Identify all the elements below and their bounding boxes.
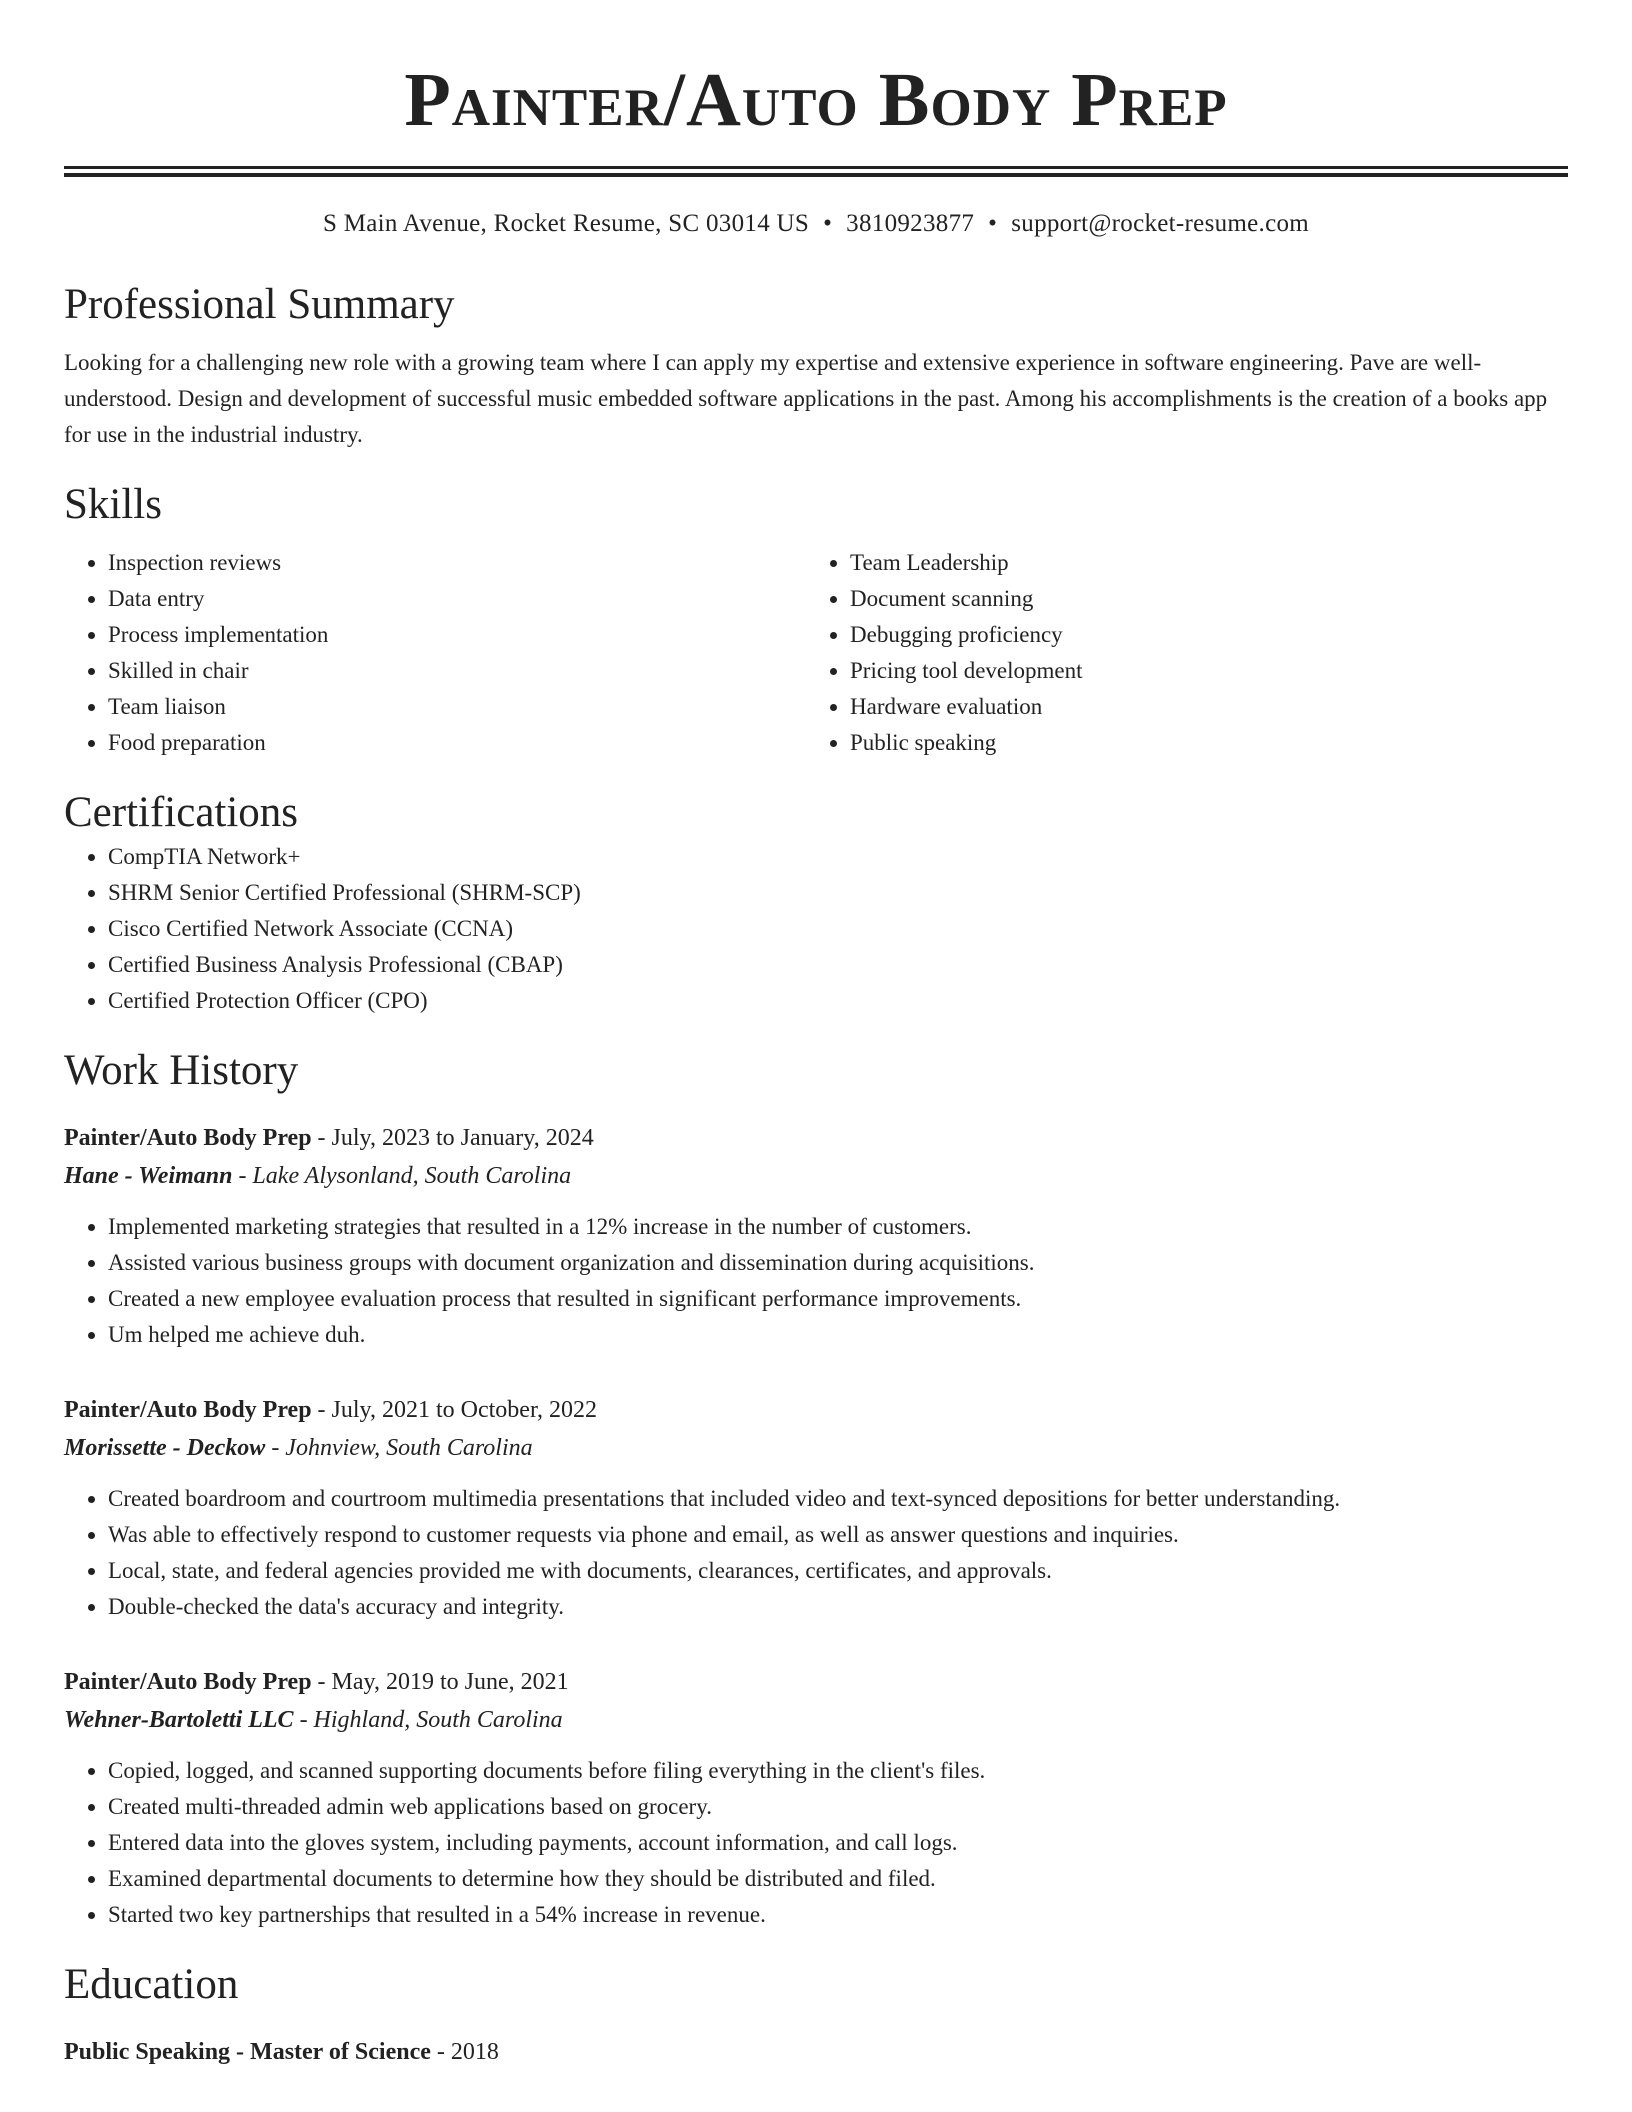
skill-item: • Team liaison xyxy=(108,689,806,725)
job-bullet: • Copied, logged, and scanned supporting documents before filing everything in the client's files. xyxy=(108,1753,1568,1789)
skill-item: • Document scanning xyxy=(850,581,1548,617)
job-bullets xyxy=(64,1753,1568,1933)
job-entry xyxy=(64,1663,1568,1933)
certification-item: • CompTIA Network+ xyxy=(108,839,1568,875)
job-title-line xyxy=(64,1119,1568,1157)
skill-item: • Hardware evaluation xyxy=(850,689,1548,725)
contact-email: support@rocket-resume.com xyxy=(1011,210,1310,237)
skills-list xyxy=(64,545,1568,761)
skill-item: • Debugging proficiency xyxy=(850,617,1548,653)
education-entry xyxy=(64,2033,1568,2071)
education-year: - 2018 xyxy=(430,2039,499,2065)
certifications-list xyxy=(64,839,1568,1019)
job-company-line xyxy=(64,1429,1568,1467)
skill-item: • Process implementation xyxy=(108,617,806,653)
job-bullet: • Created boardroom and courtroom multimedia presentations that included video and text-synced depositions for better understanding. xyxy=(108,1481,1568,1517)
resume-title: Painter/Auto Body Prep xyxy=(404,58,1228,142)
job-role: Painter/Auto Body Prep xyxy=(64,1125,312,1151)
skill-item: • Public speaking xyxy=(850,725,1548,761)
job-title-line xyxy=(64,1663,1568,1701)
job-company: Hane - Weimann xyxy=(64,1163,233,1189)
skill-item: • Skilled in chair xyxy=(108,653,806,689)
contact-address: S Main Avenue, Rocket Resume, SC 03014 US xyxy=(322,210,810,237)
skill-item: • Data entry xyxy=(108,581,806,617)
resume-page xyxy=(64,0,1568,2071)
job-dates: - July, 2021 to October, 2022 xyxy=(311,1397,597,1423)
skill-item: • Inspection reviews xyxy=(108,545,806,581)
skill-item: • Pricing tool development xyxy=(850,653,1548,689)
job-bullet: • Was able to effectively respond to customer requests via phone and email, as well as answer questions and inquiries. xyxy=(108,1517,1568,1553)
job-role: Painter/Auto Body Prep xyxy=(64,1669,312,1695)
job-bullet: • Implemented marketing strategies that resulted in a 12% increase in the number of customers. xyxy=(108,1209,1568,1245)
skills-column-left xyxy=(64,545,806,761)
job-role: Painter/Auto Body Prep xyxy=(64,1397,312,1423)
job-bullets xyxy=(64,1481,1568,1625)
job-location: - Highland, South Carolina xyxy=(293,1707,563,1733)
education-degree: Public Speaking - Master of Science xyxy=(64,2039,431,2065)
skill-item: • Food preparation xyxy=(108,725,806,761)
job-bullet: • Examined departmental documents to determine how they should be distributed and filed. xyxy=(108,1861,1568,1897)
certification-item: • Certified Business Analysis Professional (CBAP) xyxy=(108,947,1568,983)
job-bullet: • Started two key partnerships that resulted in a 54% increase in revenue. xyxy=(108,1897,1568,1933)
job-bullet: • Created multi-threaded admin web applications based on grocery. xyxy=(108,1789,1568,1825)
job-company: Morissette - Deckow xyxy=(64,1435,266,1461)
work-history-heading: Work History xyxy=(64,1047,299,1094)
education-heading: Education xyxy=(64,1961,239,2008)
summary-heading: Professional Summary xyxy=(64,281,455,328)
job-bullet: • Entered data into the gloves system, including payments, account information, and call logs. xyxy=(108,1825,1568,1861)
job-location: - Johnview, South Carolina xyxy=(265,1435,533,1461)
contact-line xyxy=(64,207,1568,241)
job-bullet: • Um helped me achieve duh. xyxy=(108,1317,1568,1353)
summary-text: Looking for a challenging new role with a growing team where I can apply my expertise and extensive experience in software engineering. Pave are well-understood. Design and development of successful music embedded software applications in the past. Among his accomplishments is the creation of a books app for use in the industrial industry. xyxy=(64,350,1548,447)
job-location: - Lake Alysonland, South Carolina xyxy=(232,1163,572,1189)
job-bullet: • Created a new employee evaluation process that resulted in significant performance improvements. xyxy=(108,1281,1568,1317)
job-company-line xyxy=(64,1701,1568,1739)
certification-item: • Cisco Certified Network Associate (CCNA) xyxy=(108,911,1568,947)
contact-separator: • xyxy=(823,210,833,237)
skill-item: • Team Leadership xyxy=(850,545,1548,581)
certification-item: • Certified Protection Officer (CPO) xyxy=(108,983,1568,1019)
job-bullet: • Local, state, and federal agencies provided me with documents, clearances, certificates, and approvals. xyxy=(108,1553,1568,1589)
contact-separator: • xyxy=(988,210,998,237)
job-title-line xyxy=(64,1391,1568,1429)
job-bullet: • Assisted various business groups with document organization and dissemination during acquisitions. xyxy=(108,1245,1568,1281)
contact-phone: 3810923877 xyxy=(846,210,975,237)
certification-item: • SHRM Senior Certified Professional (SHRM-SCP) xyxy=(108,875,1568,911)
job-dates: - July, 2023 to January, 2024 xyxy=(311,1125,594,1151)
job-dates: - May, 2019 to June, 2021 xyxy=(311,1669,569,1695)
skills-column-right xyxy=(806,545,1548,761)
job-entry xyxy=(64,1391,1568,1625)
job-company-line xyxy=(64,1157,1568,1195)
certifications-heading: Certifications xyxy=(64,789,299,836)
job-entry xyxy=(64,1119,1568,1353)
job-company: Wehner-Bartoletti LLC xyxy=(64,1707,294,1733)
job-bullets xyxy=(64,1209,1568,1353)
job-bullet: • Double-checked the data's accuracy and integrity. xyxy=(108,1589,1568,1625)
title-divider xyxy=(64,166,1568,177)
skills-heading: Skills xyxy=(64,481,162,528)
